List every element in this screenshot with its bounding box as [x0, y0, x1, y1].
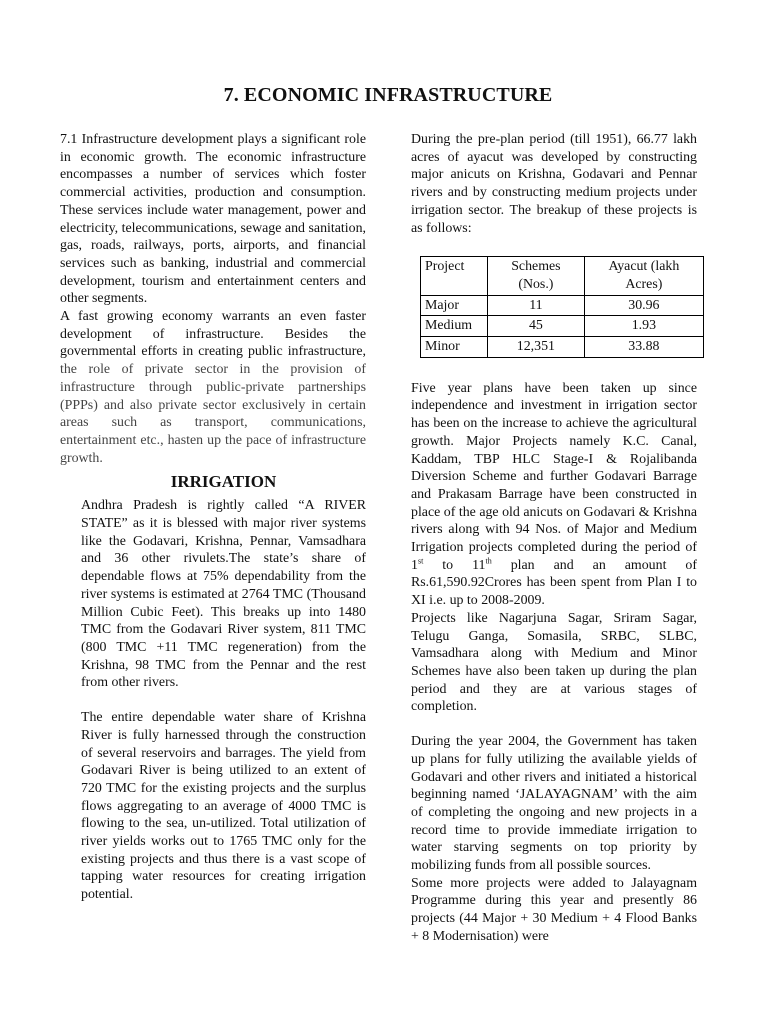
plans-sup-st: st: [417, 556, 424, 566]
table-row: [421, 337, 704, 358]
table-row: [421, 316, 704, 337]
plans-text-a: Five year plans have been taken up since independence and investment in irrigation sector has been on the increase to achieve the agricultural growth. Major Projects namely K.C. Canal, Kaddam, TBP HLC Stage-I & Rojalibanda Diversion Scheme and further Godavari Barrage and Prakasam Barrage have been constructed in place of the age old anicuts on Godavari & Krishna rivers along with 94 Nos. of Major and Medium Irrigation projects completed during the period of 1: [411, 380, 697, 573]
table-cell: 30.96: [584, 295, 703, 316]
table-cell: 11: [488, 295, 585, 316]
table-row: [421, 295, 704, 316]
plans-sup-th: th: [485, 556, 492, 566]
plans-text-c: plan and an amount of Rs.61,590.92Crores has been spent from Plan I to XI i.e. up to 2008-2009.: [411, 557, 697, 609]
table-cell: 33.88: [584, 337, 703, 358]
table-cell: 12,351: [488, 337, 585, 358]
plans-text-b: to 11: [423, 557, 486, 573]
table-header-row: [421, 257, 704, 295]
projects-table: [420, 256, 704, 358]
table-cell: Medium: [421, 316, 488, 337]
table-header-ayacut: Ayacut (lakh Acres): [584, 257, 703, 295]
intro-paragraph: 7.1 Infrastructure development plays a significant role in economic growth. The economic infrastructure encompasses a number of services which foster commercial activities, production and consumption. These services include water management, power and electricity, telecommunications, sewage and sanitation, gas, roads, railways, ports, airports, and financial services such as banking, industrial and commercial development, tourism and entertainment centers and other segments.: [60, 132, 366, 307]
irrigation-heading: IRRIGATION: [170, 472, 277, 492]
table-header-schemes: Schemes (Nos.): [488, 257, 585, 295]
water-share-paragraph: The entire dependable water share of Krishna River is fully harnessed through the construction of several reservoirs and barrages. The yield from Godavari River is being utilized to an extent of 720 TMC for the existing projects and the surplus flows aggregating to an average of 4000 TMC is flowing to the sea, un-utilized. Total utilization of river yields works out to 1765 TMC only for the existing projects and thus there is a vast scope of tapping water resources for creating irrigation potential.: [81, 710, 366, 903]
growth-paragraph: [60, 308, 366, 467]
table-cell: Major: [421, 295, 488, 316]
growth-paragraph-part2: the role of private sector in the provision of infrastructure through public-private partnerships (PPPs) and also private sector exclusively in certain areas such as transport, communications, entertainment etc., hasten up the pace of infrastructure growth.: [60, 362, 366, 466]
page-title: 7. ECONOMIC INFRASTRUCTURE: [223, 84, 553, 106]
table-cell: 45: [488, 316, 585, 337]
more-projects-paragraph: Some more projects were added to Jalayagnam Programme during this year and presently 86 projects (44 Major + 30 Medium + 4 Flood Banks + 8 Modernisation) were: [411, 875, 697, 944]
jalayagnam-paragraph: During the year 2004, the Government has taken up plans for fully utilizing the available yields of Godavari and other rivers and initiated a historical beginning named ‘JALAYAGNAM’ with the aim of completing the ongoing and new projects in a record time to provide immediate irrigation to water starving segments on top priority by mobilizing funds from all possible sources.: [411, 734, 697, 874]
river-state-paragraph: Andhra Pradesh is rightly called “A RIVER STATE” as it is blessed with major river systems like the Godavari, Krishna, Pennar, Vamsadhara and 36 other rivulets.The state’s share of dependable flows at 75% dependability from the river systems is estimated at 2764 TMC (Thousand Million Cubic Feet). This breaks up into 1480 TMC from the Godavari River system, 811 TMC (800 TMC +11 TMC regeneration) from the Krishna, 98 TMC from the Pennar and the rest from other rivers.: [81, 498, 366, 691]
right-column: [411, 131, 697, 946]
projects-paragraph: Projects like Nagarjuna Sagar, Sriram Sagar, Telugu Ganga, Somasila, SRBC, SLBC, Vamsadhara along with Medium and Minor Schemes have also been taken up during the plan period and they are at various stages of completion.: [411, 610, 697, 715]
growth-paragraph-part1: A fast growing economy warrants an even faster development of infrastructure. Besides the governmental efforts in creating public infrastructure,: [60, 309, 366, 360]
table-header-project: Project: [421, 257, 488, 295]
five-year-plans-paragraph: [411, 380, 697, 610]
table-cell: 1.93: [584, 316, 703, 337]
left-column: [60, 131, 366, 904]
table-cell: Minor: [421, 337, 488, 358]
pre-plan-paragraph: During the pre-plan period (till 1951), 66.77 lakh acres of ayacut was developed by constructing major anicuts on Krishna, Godavari and Pennar rivers and by constructing medium projects under irrigation sector. The breakup of these projects is as follows:: [411, 132, 697, 236]
